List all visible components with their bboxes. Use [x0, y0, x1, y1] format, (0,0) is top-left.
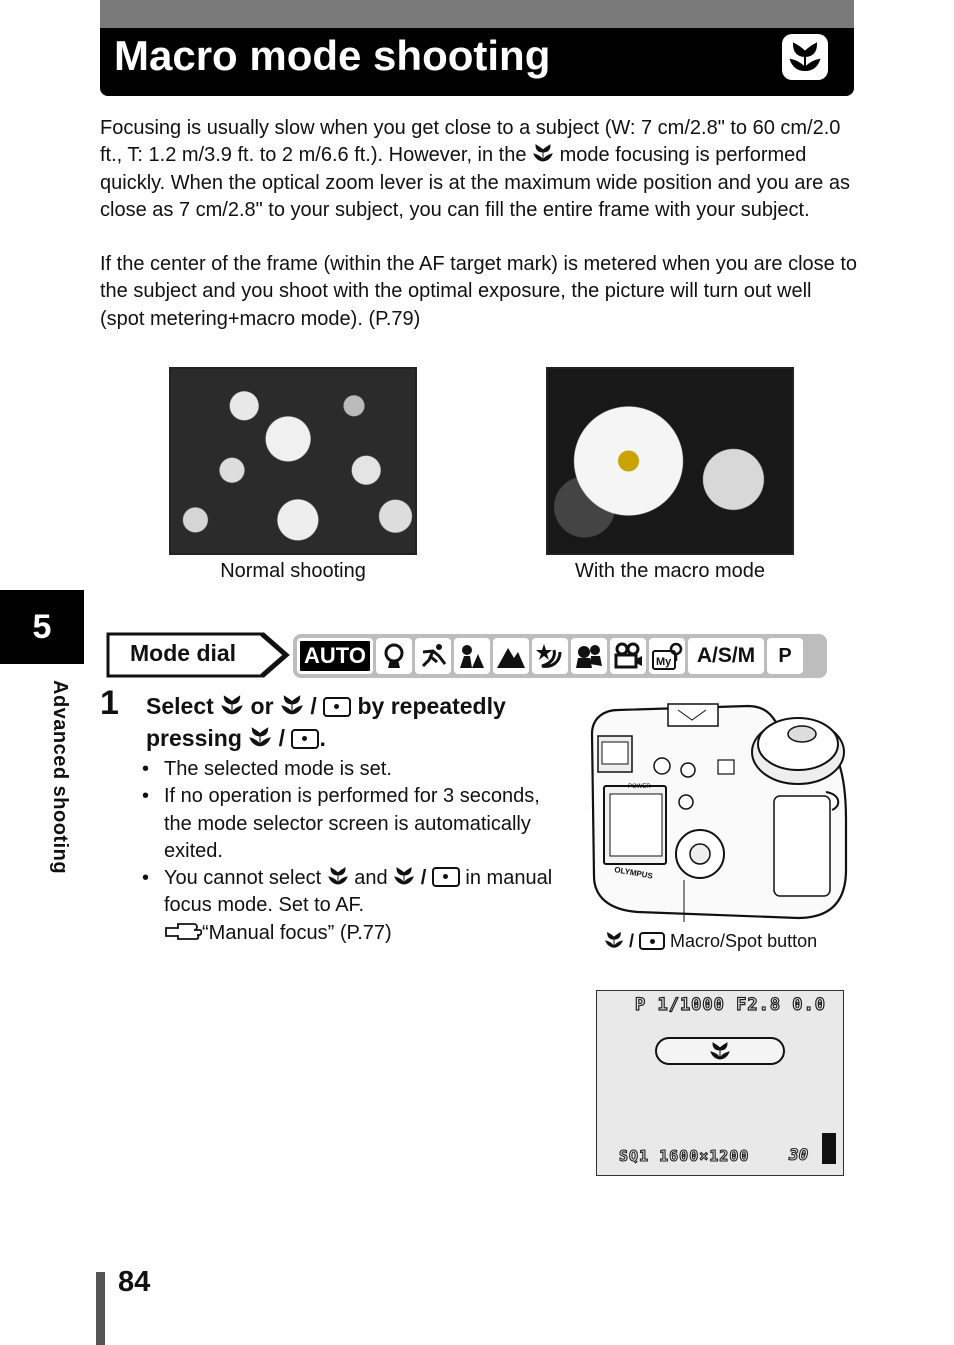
lcd-exposure-readout: P 1/1000 F2.8 0.0	[635, 995, 826, 1015]
spot-metering-icon	[291, 729, 319, 749]
macro-mode-photo	[546, 367, 794, 555]
macro-flower-icon	[220, 693, 244, 717]
bullet-item: • You cannot select and / in manual focus mode. Set to AF. “Manual focus” (P.77)	[140, 865, 560, 947]
normal-shooting-caption: Normal shooting	[220, 560, 366, 582]
mode-dial-strip	[293, 634, 827, 678]
intro-paragraph-2: If the center of the frame (within the AF target mark) is metered when you are close to the subject and you shoot with the optimal exposure, the picture will turn out well (spot metering+macro mode). (P.79)	[100, 253, 858, 330]
macro-flower-icon	[327, 865, 349, 887]
lcd-quality-readout: SQ1 1600×1200	[619, 1147, 750, 1165]
step-bullets	[140, 756, 560, 947]
my-mode-icon	[649, 638, 685, 674]
self-portrait-icon	[571, 638, 607, 674]
step-heading: Select or / by repeatedly pressing / .	[146, 693, 506, 751]
macro-flower-icon	[604, 930, 624, 950]
normal-shooting-photo	[169, 367, 417, 555]
lcd-mode-bar	[655, 1037, 785, 1065]
macro-flower-icon	[782, 34, 828, 80]
camera-brand-label: OLYMPUS	[613, 865, 654, 881]
macro-flower-icon	[280, 693, 304, 717]
macro-flower-icon	[393, 865, 415, 887]
bullet-item: • The selected mode is set.	[140, 756, 560, 783]
spot-metering-icon	[639, 932, 665, 950]
mode-dial-label: Mode dial	[104, 632, 290, 678]
battery-icon	[822, 1133, 836, 1164]
mode-p: P	[767, 638, 803, 674]
camera-power-label: POWER	[628, 784, 651, 790]
night-scene-icon	[532, 638, 568, 674]
macro-flower-icon	[532, 142, 554, 164]
spot-metering-icon	[432, 867, 460, 887]
mode-auto: AUTO	[297, 638, 373, 674]
landscape-icon	[493, 638, 529, 674]
mode-asm: A/S/M	[688, 638, 764, 674]
portrait-icon	[376, 638, 412, 674]
landscape-portrait-icon	[454, 638, 490, 674]
bullet-item: • If no operation is performed for 3 seconds, the mode selector screen is automatically exited.	[140, 783, 560, 865]
camera-illustration	[588, 700, 850, 922]
page-number-rule	[96, 1272, 105, 1345]
title-bar	[100, 0, 854, 96]
reference-hand-icon	[164, 922, 202, 942]
chapter-tab: 5	[0, 590, 84, 664]
movie-icon	[610, 638, 646, 674]
chapter-label: Advanced shooting	[49, 680, 71, 875]
step-number: 1	[100, 684, 119, 722]
sports-icon	[415, 638, 451, 674]
macro-flower-icon	[248, 725, 272, 749]
svg-text:My: My	[656, 656, 672, 668]
page-title: Macro mode shooting	[114, 32, 551, 79]
macro-spot-button-caption: / Macro/Spot button	[604, 930, 817, 952]
spot-metering-icon	[323, 697, 351, 717]
intro-paragraph-1: Focusing is usually slow when you get close to a subject (W: 7 cm/2.8" to 60 cm/2.0 ft., T: 1.2 m/3.9 ft. to 2 m/6.6 ft.). However, in the mode focusing is performed quickly. When the optical zoom lever is at the maximum wide position and you are as close as 7 cm/2.8" to your subject, you can fill the entire frame with your subject.	[100, 117, 850, 221]
lcd-shot-count: 30	[789, 1145, 809, 1164]
macro-flower-icon	[709, 1040, 731, 1062]
lcd-monitor-display	[596, 990, 844, 1176]
macro-mode-caption: With the macro mode	[574, 560, 766, 582]
page-number: 84	[118, 1266, 151, 1298]
